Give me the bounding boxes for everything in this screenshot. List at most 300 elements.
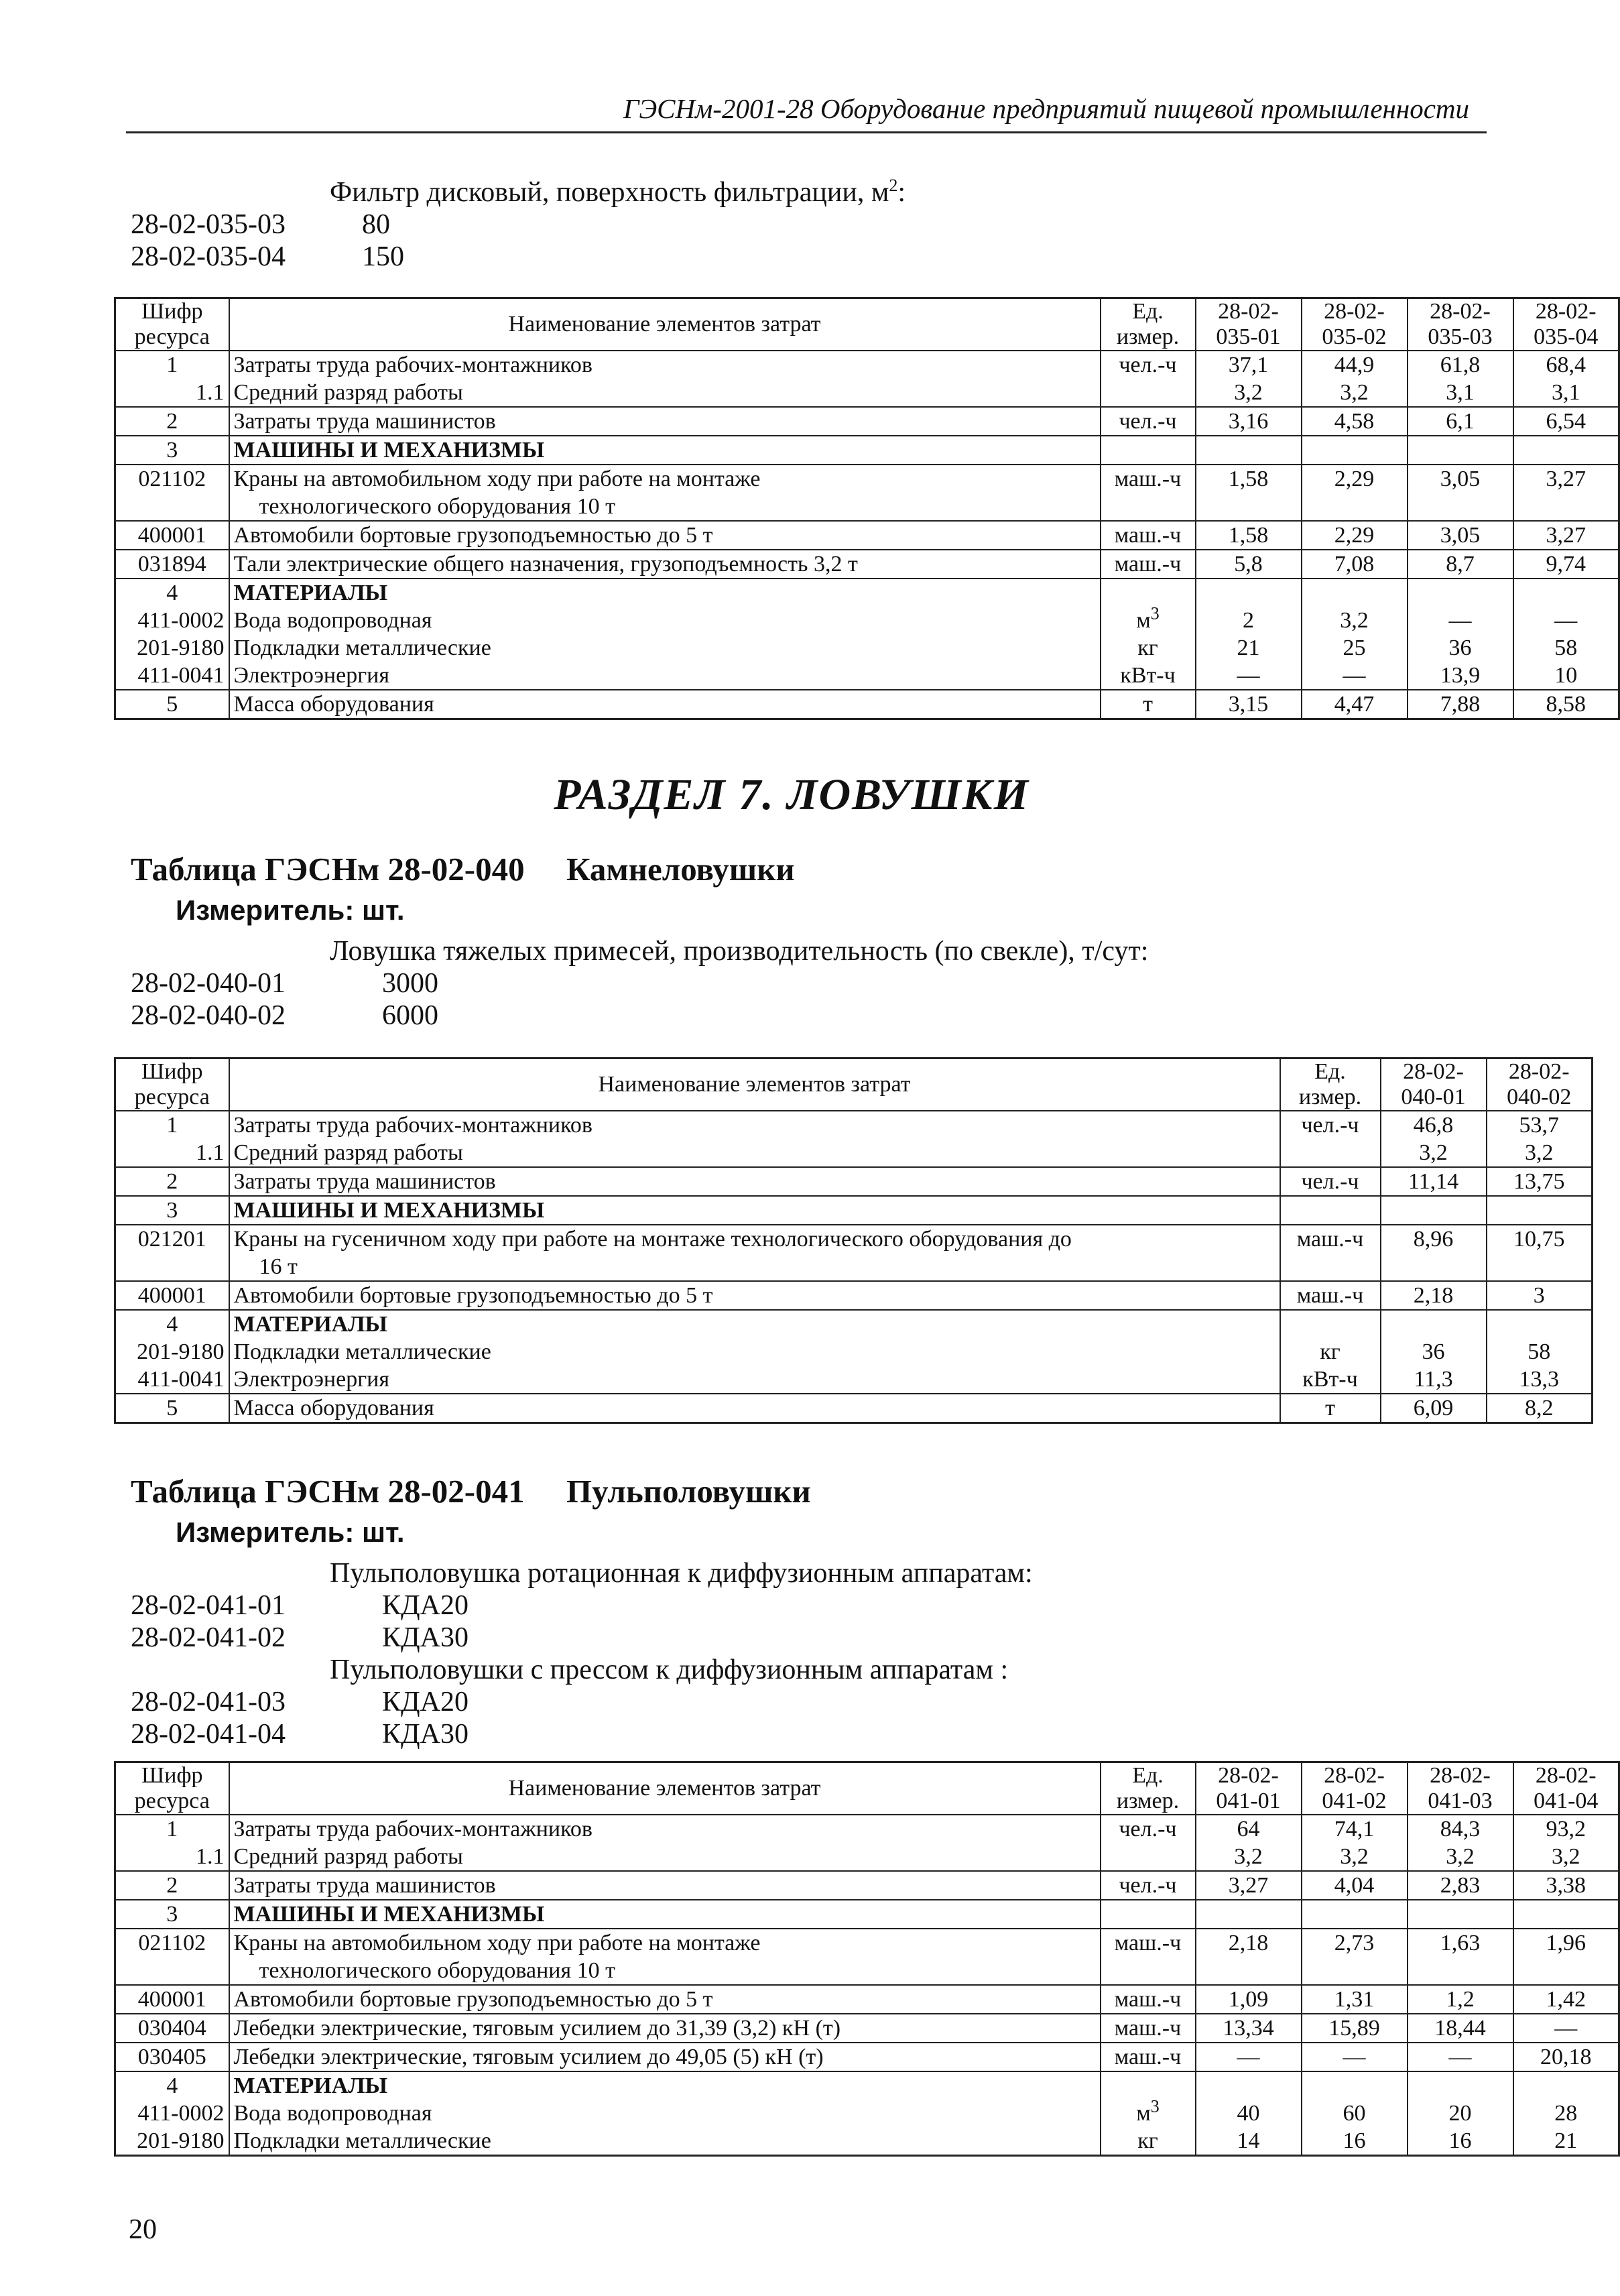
row-name xyxy=(229,436,1101,465)
row-value: 4,47 xyxy=(1302,690,1408,719)
row-value: 5,8 xyxy=(1196,550,1302,579)
row-name-text: МАШИНЫ И МЕХАНИЗМЫ xyxy=(233,1198,545,1223)
row-name-text: Средний разряд работы xyxy=(233,1844,463,1869)
row-code: 1 xyxy=(115,351,229,379)
row-value xyxy=(1487,1310,1593,1338)
row-name-text: Подкладки металлические xyxy=(233,1339,491,1364)
header-norm-code: 28-02-035-04 xyxy=(1513,298,1619,351)
row-name-text: МАШИНЫ И МЕХАНИЗМЫ xyxy=(233,438,545,463)
row-value: 9,74 xyxy=(1513,550,1619,579)
row-name-text: Автомобили бортовые грузоподъемностью до 5 т xyxy=(233,523,713,548)
row-code: 031894 xyxy=(115,550,229,579)
table-040-intro: Ловушка тяжелых примесей, производительность (по свекле), т/сут: xyxy=(330,936,1149,967)
header-unit: Ед. измер. xyxy=(1101,298,1196,351)
row-name-text: Вода водопроводная xyxy=(233,608,432,633)
table-040-title: Таблица ГЭСНм 28-02-040 xyxy=(131,851,525,888)
row-value: 2,73 xyxy=(1302,1929,1408,1985)
row-name xyxy=(229,2043,1101,2071)
header-code: Шифр ресурса xyxy=(115,1762,229,1815)
table-040-code: 28-02-040-01 xyxy=(131,968,286,999)
row-name xyxy=(229,607,1101,634)
row-value xyxy=(1302,579,1408,607)
row-value: 3,27 xyxy=(1513,521,1619,550)
row-name xyxy=(229,1366,1280,1394)
table-row xyxy=(115,1281,1593,1310)
row-unit-text: м xyxy=(1136,2101,1151,2126)
row-value: 14 xyxy=(1196,2127,1302,2156)
row-value: 4,58 xyxy=(1302,407,1408,436)
row-name xyxy=(229,1139,1280,1167)
row-value: 13,3 xyxy=(1487,1366,1593,1394)
row-unit-text: т xyxy=(1325,1396,1335,1421)
row-unit xyxy=(1101,521,1196,550)
row-unit xyxy=(1101,634,1196,662)
table-row xyxy=(115,2127,1619,2156)
row-code: 030404 xyxy=(115,2014,229,2043)
row-name xyxy=(229,1281,1280,1310)
table-row xyxy=(115,1871,1619,1900)
row-value: 20,18 xyxy=(1513,2043,1619,2071)
row-code: 021102 xyxy=(115,1929,229,1985)
resource-table-041 xyxy=(114,1761,1620,2157)
row-unit xyxy=(1101,1843,1196,1871)
row-name-text: Подкладки металлические xyxy=(233,636,491,660)
row-code: 201-9180 xyxy=(115,2127,229,2156)
row-unit xyxy=(1101,407,1196,436)
row-value: 36 xyxy=(1381,1338,1487,1366)
row-unit-text: маш.-ч xyxy=(1114,1987,1182,2012)
row-value: 3,05 xyxy=(1408,521,1513,550)
row-name xyxy=(229,1111,1280,1139)
row-value: 1,58 xyxy=(1196,521,1302,550)
row-value: 13,75 xyxy=(1487,1167,1593,1196)
row-value: 6,09 xyxy=(1381,1394,1487,1423)
row-unit-text: маш.-ч xyxy=(1114,2045,1182,2069)
row-name-text: Затраты труда рабочих-монтажников xyxy=(233,1817,593,1841)
row-code: 411-0002 xyxy=(115,2100,229,2127)
row-name-text: Затраты труда рабочих-монтажников xyxy=(233,1113,593,1138)
row-value: 3,2 xyxy=(1302,1843,1408,1871)
table-row xyxy=(115,1985,1619,2014)
row-value: 8,2 xyxy=(1487,1394,1593,1423)
row-name xyxy=(229,1871,1101,1900)
row-name xyxy=(229,1225,1280,1281)
filter-title-text: Фильтр дисковый, поверхность фильтрации, м xyxy=(330,177,889,208)
table-041-code: 28-02-041-03 xyxy=(131,1687,286,1717)
row-value: 3,16 xyxy=(1196,407,1302,436)
row-unit xyxy=(1101,579,1196,607)
filter-code: 28-02-035-04 xyxy=(131,241,286,272)
row-name-text: Затраты труда рабочих-монтажников xyxy=(233,353,593,377)
table-row xyxy=(115,351,1619,379)
row-value: 3,1 xyxy=(1513,379,1619,407)
row-name xyxy=(229,1900,1101,1929)
row-value xyxy=(1302,2071,1408,2100)
row-name xyxy=(229,407,1101,436)
row-value: 93,2 xyxy=(1513,1815,1619,1843)
row-name xyxy=(229,465,1101,521)
row-value: 10 xyxy=(1513,662,1619,690)
row-unit xyxy=(1101,465,1196,521)
header-unit: Ед. измер. xyxy=(1280,1059,1381,1111)
row-unit xyxy=(1280,1338,1381,1366)
row-unit xyxy=(1101,1815,1196,1843)
filter-value: 150 xyxy=(362,241,404,272)
row-value: — xyxy=(1513,607,1619,634)
resource-table-035 xyxy=(114,297,1620,720)
row-value: — xyxy=(1302,662,1408,690)
row-value xyxy=(1196,1900,1302,1929)
row-unit-text: чел.-ч xyxy=(1119,353,1177,377)
row-value: 58 xyxy=(1513,634,1619,662)
row-value: 64 xyxy=(1196,1815,1302,1843)
header-code: Шифр ресурса xyxy=(115,298,229,351)
row-unit xyxy=(1101,1929,1196,1985)
row-unit xyxy=(1280,1394,1381,1423)
row-value: 6,1 xyxy=(1408,407,1513,436)
row-name-cont: 16 т xyxy=(259,1254,298,1279)
row-value: 53,7 xyxy=(1487,1111,1593,1139)
row-value xyxy=(1381,1310,1487,1338)
header-norm-code: 28-02-040-01 xyxy=(1381,1059,1487,1111)
table-041-value: КДА20 xyxy=(382,1687,469,1717)
row-unit xyxy=(1101,690,1196,719)
row-unit xyxy=(1280,1111,1381,1139)
table-row xyxy=(115,1843,1619,1871)
row-name xyxy=(229,1196,1280,1225)
row-value: 1,09 xyxy=(1196,1985,1302,2014)
row-name xyxy=(229,634,1101,662)
row-value: 1,58 xyxy=(1196,465,1302,521)
row-value: 3,2 xyxy=(1196,379,1302,407)
filter-title-suffix: : xyxy=(897,177,906,208)
row-code: 4 xyxy=(115,1310,229,1338)
row-name-text: Электроэнергия xyxy=(233,1367,389,1392)
row-unit xyxy=(1280,1366,1381,1394)
table-row xyxy=(115,407,1619,436)
table-row xyxy=(115,550,1619,579)
row-name-text: Средний разряд работы xyxy=(233,1140,463,1165)
row-value: 15,89 xyxy=(1302,2014,1408,2043)
header-norm-code: 28-02-035-02 xyxy=(1302,298,1408,351)
table-row xyxy=(115,1929,1619,1985)
row-value xyxy=(1487,1196,1593,1225)
row-name-text: Вода водопроводная xyxy=(233,2101,432,2126)
row-value: 21 xyxy=(1196,634,1302,662)
row-name-text: Автомобили бортовые грузоподъемностью до 5 т xyxy=(233,1283,713,1308)
row-value: 16 xyxy=(1408,2127,1513,2156)
table-041-code: 28-02-041-01 xyxy=(131,1590,286,1621)
row-name-text: Масса оборудования xyxy=(233,1396,434,1421)
row-code: 5 xyxy=(115,690,229,719)
row-name-text: Затраты труда машинистов xyxy=(233,409,496,434)
row-unit-text: т xyxy=(1143,692,1153,717)
row-code: 201-9180 xyxy=(115,634,229,662)
row-value: 25 xyxy=(1302,634,1408,662)
row-value xyxy=(1381,1196,1487,1225)
row-code: 2 xyxy=(115,1871,229,1900)
row-code: 030405 xyxy=(115,2043,229,2071)
row-value: — xyxy=(1302,2043,1408,2071)
row-unit xyxy=(1280,1281,1381,1310)
row-unit-text: кг xyxy=(1137,636,1158,660)
section-title: РАЗДЕЛ 7. ЛОВУШКИ xyxy=(554,770,1030,819)
row-value: 7,08 xyxy=(1302,550,1408,579)
table-row xyxy=(115,1139,1593,1167)
row-name xyxy=(229,662,1101,690)
row-unit xyxy=(1280,1139,1381,1167)
row-value xyxy=(1513,1900,1619,1929)
row-value xyxy=(1408,1900,1513,1929)
table-041-value: КДА20 xyxy=(382,1590,469,1621)
row-value xyxy=(1302,1900,1408,1929)
row-unit xyxy=(1101,550,1196,579)
row-code: 3 xyxy=(115,1196,229,1225)
running-header: ГЭСНм-2001-28 Оборудование предприятий пищевой промышленности xyxy=(623,93,1470,124)
row-value: 11,14 xyxy=(1381,1167,1487,1196)
row-name-cont: технологического оборудования 10 т xyxy=(259,1958,615,1983)
table-row xyxy=(115,1366,1593,1394)
row-unit xyxy=(1101,2043,1196,2071)
header-norm-code: 28-02-035-03 xyxy=(1408,298,1513,351)
table-041-title: Таблица ГЭСНм 28-02-041 xyxy=(131,1473,525,1510)
table-041-name: Пульполовушки xyxy=(566,1473,811,1510)
row-unit-text: кВт-ч xyxy=(1302,1367,1358,1392)
row-code: 4 xyxy=(115,2071,229,2100)
row-value: — xyxy=(1196,2043,1302,2071)
table-041-intro: Пульполовушки с прессом к диффузионным аппаратам : xyxy=(330,1654,1009,1685)
table-row xyxy=(115,2014,1619,2043)
row-value: 61,8 xyxy=(1408,351,1513,379)
row-value: 40 xyxy=(1196,2100,1302,2127)
row-unit xyxy=(1101,1985,1196,2014)
row-value: 3,2 xyxy=(1487,1139,1593,1167)
row-value: 2 xyxy=(1196,607,1302,634)
header-name: Наименование элементов затрат xyxy=(229,1762,1101,1815)
table-row xyxy=(115,379,1619,407)
row-value: 4,04 xyxy=(1302,1871,1408,1900)
table-041-code: 28-02-041-04 xyxy=(131,1719,286,1750)
row-code: 400001 xyxy=(115,1281,229,1310)
row-name-text: МАТЕРИАЛЫ xyxy=(233,2073,387,2098)
row-name xyxy=(229,1985,1101,2014)
row-name-text: Средний разряд работы xyxy=(233,380,463,405)
row-unit-text: кг xyxy=(1320,1339,1341,1364)
row-unit xyxy=(1101,436,1196,465)
row-name-text: Электроэнергия xyxy=(233,663,389,688)
row-value: 3,27 xyxy=(1196,1871,1302,1900)
row-name xyxy=(229,550,1101,579)
row-name xyxy=(229,1394,1280,1423)
header-unit: Ед. измер. xyxy=(1101,1762,1196,1815)
row-name-text: МАТЕРИАЛЫ xyxy=(233,581,387,605)
row-value xyxy=(1196,2071,1302,2100)
row-name xyxy=(229,1310,1280,1338)
row-code: 411-0002 xyxy=(115,607,229,634)
header-norm-code: 28-02-035-01 xyxy=(1196,298,1302,351)
row-value: 1,42 xyxy=(1513,1985,1619,2014)
row-name-text: Масса оборудования xyxy=(233,692,434,717)
row-value: 7,88 xyxy=(1408,690,1513,719)
row-code: 4 xyxy=(115,579,229,607)
row-name xyxy=(229,521,1101,550)
row-code: 1.1 xyxy=(115,379,229,407)
row-unit-text: маш.-ч xyxy=(1296,1227,1364,1252)
row-value: 3,38 xyxy=(1513,1871,1619,1900)
table-041-value: КДА30 xyxy=(382,1719,469,1750)
table-041-value: КДА30 xyxy=(382,1622,469,1653)
row-value: 2,83 xyxy=(1408,1871,1513,1900)
table-row xyxy=(115,1111,1593,1139)
header-norm-code: 28-02-041-01 xyxy=(1196,1762,1302,1815)
table-row xyxy=(115,1225,1593,1281)
row-value xyxy=(1408,2071,1513,2100)
table-row xyxy=(115,521,1619,550)
header-name: Наименование элементов затрат xyxy=(229,1059,1280,1111)
row-value: 37,1 xyxy=(1196,351,1302,379)
row-value: 3,2 xyxy=(1302,379,1408,407)
row-code: 411-0041 xyxy=(115,1366,229,1394)
resource-table-040 xyxy=(114,1057,1593,1424)
row-unit-text: маш.-ч xyxy=(1114,552,1182,577)
filter-title xyxy=(330,176,906,209)
row-name-text: Автомобили бортовые грузоподъемностью до 5 т xyxy=(233,1987,713,2012)
row-value: 2,18 xyxy=(1381,1281,1487,1310)
filter-title-sup: 2 xyxy=(889,176,898,195)
row-value: 2,29 xyxy=(1302,465,1408,521)
row-value xyxy=(1408,436,1513,465)
row-code: 400001 xyxy=(115,521,229,550)
row-value: 8,96 xyxy=(1381,1225,1487,1281)
row-code: 2 xyxy=(115,407,229,436)
row-unit-text: кг xyxy=(1137,2128,1158,2153)
row-value: 84,3 xyxy=(1408,1815,1513,1843)
row-unit-text: чел.-ч xyxy=(1301,1113,1359,1138)
row-name-text: Лебедки электрические, тяговым усилием до 31,39 (3,2) кН (т) xyxy=(233,2016,841,2041)
row-unit xyxy=(1101,1871,1196,1900)
row-value: 13,34 xyxy=(1196,2014,1302,2043)
row-value: — xyxy=(1408,607,1513,634)
table-header-row xyxy=(115,298,1619,351)
row-value: 20 xyxy=(1408,2100,1513,2127)
row-value: 3,1 xyxy=(1408,379,1513,407)
row-unit xyxy=(1280,1225,1381,1281)
table-row xyxy=(115,634,1619,662)
row-name-text: МАТЕРИАЛЫ xyxy=(233,1312,387,1337)
row-unit xyxy=(1101,2014,1196,2043)
table-row xyxy=(115,1815,1619,1843)
row-value: — xyxy=(1513,2014,1619,2043)
row-name-text: Краны на автомобильном ходу при работе на монтаже xyxy=(233,467,761,491)
row-unit-text: маш.-ч xyxy=(1296,1283,1364,1308)
row-value xyxy=(1408,579,1513,607)
table-row xyxy=(115,1900,1619,1929)
row-name-text: Лебедки электрические, тяговым усилием до 49,05 (5) кН (т) xyxy=(233,2045,824,2069)
row-unit-text: маш.-ч xyxy=(1114,2016,1182,2041)
row-value: 36 xyxy=(1408,634,1513,662)
row-value: — xyxy=(1408,2043,1513,2071)
row-code: 1 xyxy=(115,1111,229,1139)
row-unit xyxy=(1101,351,1196,379)
row-unit-text: маш.-ч xyxy=(1114,523,1182,548)
row-name xyxy=(229,2100,1101,2127)
header-name: Наименование элементов затрат xyxy=(229,298,1101,351)
row-value xyxy=(1196,436,1302,465)
table-row xyxy=(115,436,1619,465)
row-value: 2,29 xyxy=(1302,521,1408,550)
table-row xyxy=(115,690,1619,719)
row-unit xyxy=(1101,662,1196,690)
row-unit xyxy=(1101,2071,1196,2100)
row-value: 11,3 xyxy=(1381,1366,1487,1394)
row-name-text: Затраты труда машинистов xyxy=(233,1873,496,1898)
row-name xyxy=(229,1167,1280,1196)
table-040-measure: Измеритель: шт. xyxy=(176,894,405,926)
row-name-text: Тали электрические общего назначения, грузоподъемность 3,2 т xyxy=(233,552,858,577)
table-row xyxy=(115,1394,1593,1423)
row-code: 1.1 xyxy=(115,1843,229,1871)
table-row xyxy=(115,1196,1593,1225)
row-unit xyxy=(1101,2096,1196,2127)
row-value: 3,2 xyxy=(1513,1843,1619,1871)
row-name-text: Подкладки металлические xyxy=(233,2128,491,2153)
row-unit xyxy=(1101,2127,1196,2156)
row-unit xyxy=(1101,603,1196,634)
filter-code: 28-02-035-03 xyxy=(131,209,286,240)
row-code: 021102 xyxy=(115,465,229,521)
row-unit-text: чел.-ч xyxy=(1119,409,1177,434)
row-value: 13,9 xyxy=(1408,662,1513,690)
row-name xyxy=(229,690,1101,719)
row-value: 18,44 xyxy=(1408,2014,1513,2043)
row-value: 3,2 xyxy=(1381,1139,1487,1167)
table-041-code: 28-02-041-02 xyxy=(131,1622,286,1653)
row-value: 6,54 xyxy=(1513,407,1619,436)
row-value: 16 xyxy=(1302,2127,1408,2156)
table-row xyxy=(115,2100,1619,2127)
filter-value: 80 xyxy=(362,209,390,240)
table-header-row xyxy=(115,1762,1619,1815)
row-name-text: МАШИНЫ И МЕХАНИЗМЫ xyxy=(233,1902,545,1927)
row-unit-text: кВт-ч xyxy=(1120,663,1176,688)
row-code: 2 xyxy=(115,1167,229,1196)
row-name xyxy=(229,2014,1101,2043)
row-name xyxy=(229,1815,1101,1843)
row-value xyxy=(1513,579,1619,607)
row-value xyxy=(1196,579,1302,607)
row-value: 3,27 xyxy=(1513,465,1619,521)
row-value: 1,2 xyxy=(1408,1985,1513,2014)
row-name xyxy=(229,1843,1101,1871)
row-name xyxy=(229,579,1101,607)
row-name-text: Затраты труда машинистов xyxy=(233,1169,496,1194)
row-value: 1,63 xyxy=(1408,1929,1513,1985)
header-norm-code: 28-02-041-02 xyxy=(1302,1762,1408,1815)
row-value: 1,96 xyxy=(1513,1929,1619,1985)
row-value: 44,9 xyxy=(1302,351,1408,379)
row-unit xyxy=(1280,1196,1381,1225)
row-code: 1 xyxy=(115,1815,229,1843)
row-unit-text: чел.-ч xyxy=(1119,1817,1177,1841)
row-value: 68,4 xyxy=(1513,351,1619,379)
table-041-intro: Пульполовушка ротационная к диффузионным аппаратам: xyxy=(330,1558,1033,1589)
table-row xyxy=(115,1338,1593,1366)
table-row xyxy=(115,2071,1619,2100)
row-name xyxy=(229,351,1101,379)
row-value: 3,2 xyxy=(1302,607,1408,634)
header-rule xyxy=(126,131,1487,133)
header-norm-code: 28-02-041-04 xyxy=(1513,1762,1619,1815)
